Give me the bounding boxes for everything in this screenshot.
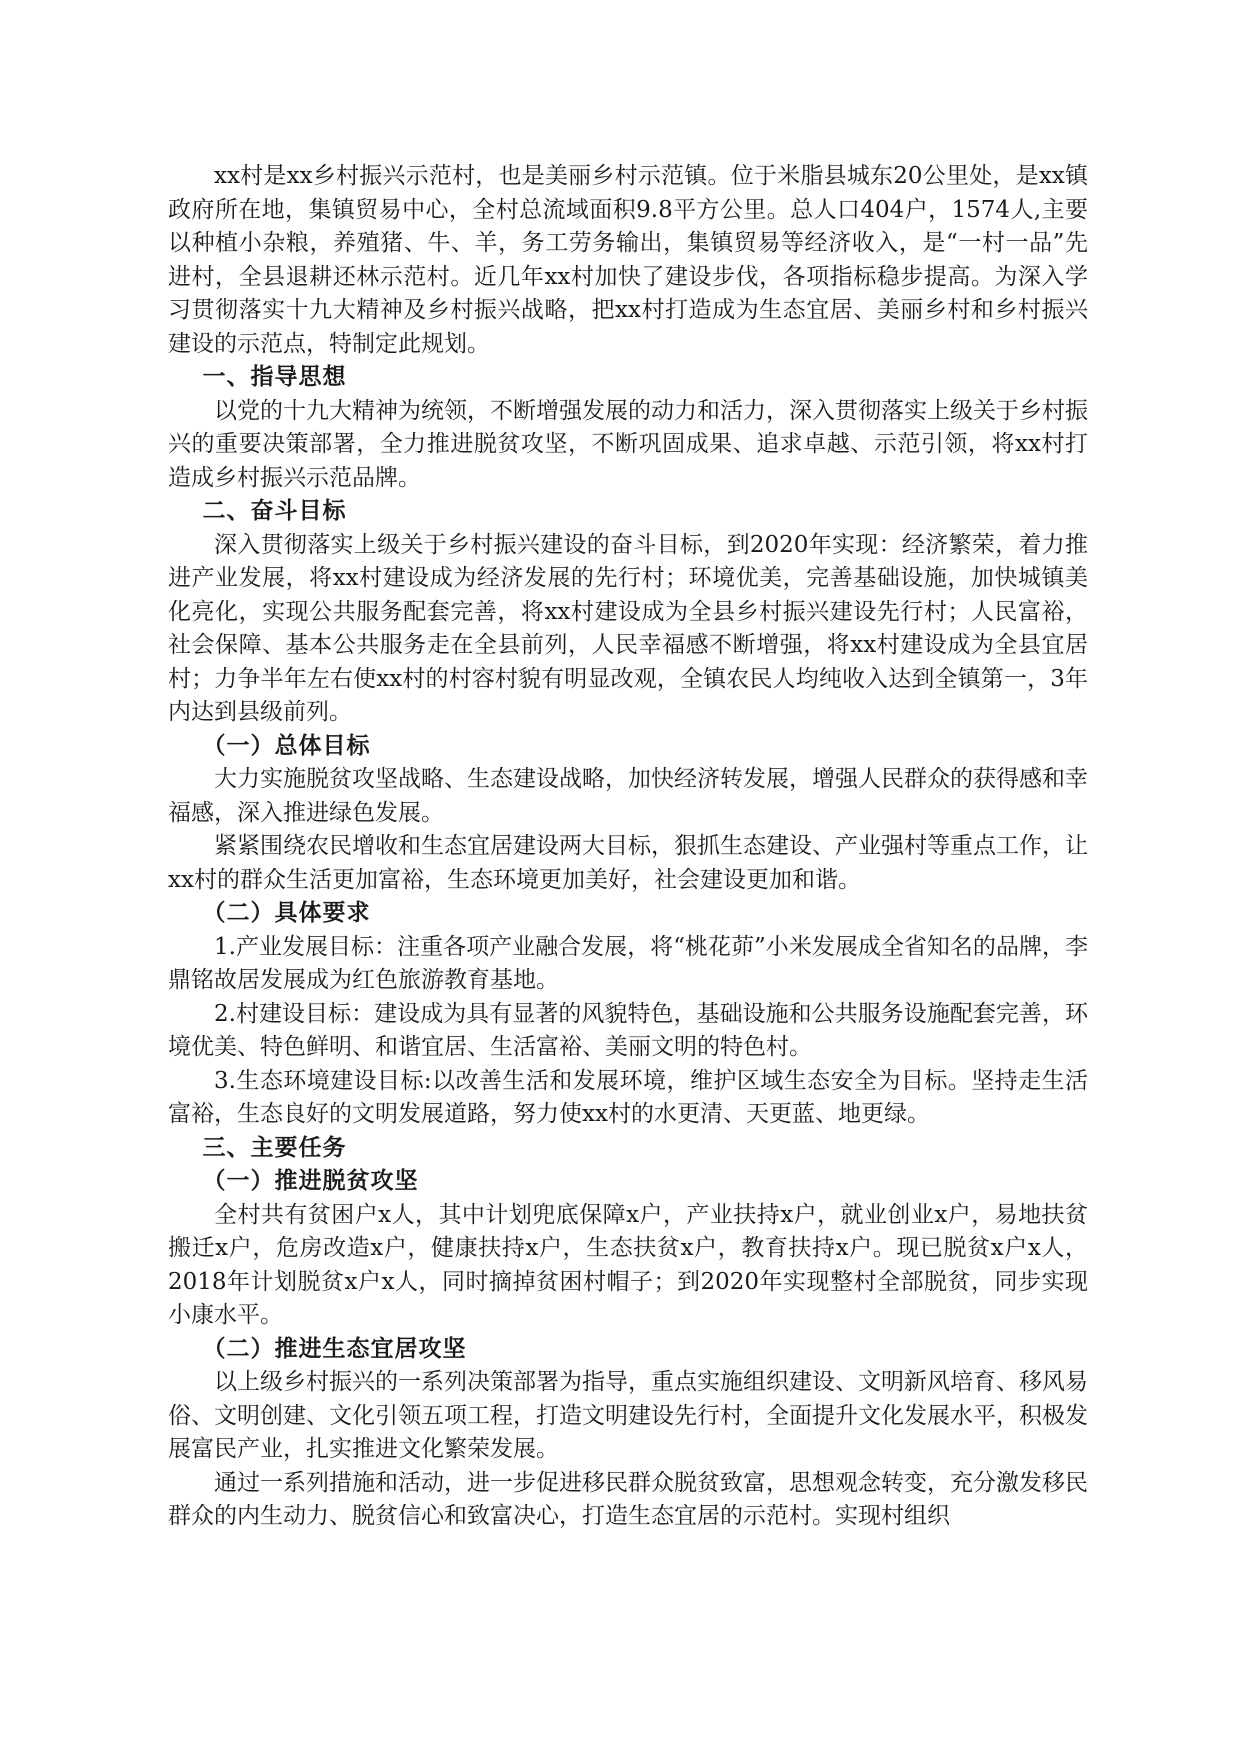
requirement-item-3: 3.生态环境建设目标:以改善生活和发展环境，维护区域生态安全为目标。坚持走生活富裕，生态良好的文明发展道路，努力使xx村的水更清、天更蓝、地更绿。 — [168, 1067, 1088, 1127]
subheading-ecological-livability: （二）推进生态宜居攻坚 — [202, 1335, 467, 1362]
goals-paragraph: 深入贯彻落实上级关于乡村振兴建设的奋斗目标，到2020年实现：经济繁荣，着力推进产业发展，将xx村建设成为经济发展的先行村；环境优美，完善基础设施，加快城镇美化亮化，实现公共服务配套完善，将xx村建设成为全县乡村振兴建设先行村；人民富裕，社会保障、基本公共服务走在全县前列，人民幸福感不断增强，将xx村建设成为全县宜居村；力争半年左右使xx村的村容村貌有明显改观，全镇农民人均纯收入达到全镇第一，3年内达到县级前列。 — [168, 531, 1088, 725]
subheading-specific-requirements: （二）具体要求 — [202, 900, 371, 926]
document-body — [168, 160, 1088, 1534]
subheading-overall-goals: （一）总体目标 — [202, 732, 371, 759]
section-heading-guiding-ideology: 一、指导思想 — [202, 364, 347, 390]
overall-goals-paragraph-2: 紧紧围绕农民增收和生态宜居建设两大目标，狠抓生态建设、产业强村等重点工作，让xx村的群众生活更加富裕，生态环境更加美好，社会建设更加和谐。 — [168, 833, 1088, 893]
requirement-item-1: 1.产业发展目标：注重各项产业融合发展，将“桃花茆”小米发展成全省知名的品牌，李鼎铭故居发展成为红色旅游教育基地。 — [168, 933, 1088, 993]
requirement-item-2: 2.村建设目标：建设成为具有显著的风貌特色，基础设施和公共服务设施配套完善，环境优美、特色鲜明、和谐宜居、生活富裕、美丽文明的特色村。 — [168, 1000, 1088, 1060]
overall-goals-paragraph-1: 大力实施脱贫攻坚战略、生态建设战略，加快经济转发展，增强人民群众的获得感和幸福感，深入推进绿色发展。 — [168, 766, 1088, 826]
section-heading-goals: 二、奋斗目标 — [202, 498, 347, 524]
ecological-livability-paragraph-2: 通过一系列措施和活动，进一步促进移民群众脱贫致富，思想观念转变，充分激发移民群众的内生动力、脱贫信心和致富决心，打造生态宜居的示范村。实现村组织 — [168, 1469, 1088, 1529]
section-heading-main-tasks: 三、主要任务 — [202, 1134, 347, 1161]
poverty-alleviation-paragraph: 全村共有贫困户x人，其中计划兜底保障x户，产业扶持x户，就业创业x户，易地扶贫搬迁x户，危房改造x户，健康扶持x户，生态扶贫x户，教育扶持x户。现已脱贫x户x人，2018年计划脱贫x户x人，同时摘掉贫困村帽子；到2020年实现整村全部脱贫，同步实现小康水平。 — [168, 1201, 1088, 1328]
ecological-livability-paragraph-1: 以上级乡村振兴的一系列决策部署为指导，重点实施组织建设、文明新风培育、移风易俗、文明创建、文化引领五项工程，打造文明建设先行村，全面提升文化发展水平，积极发展富民产业，扎实推进文化繁荣发展。 — [168, 1369, 1088, 1462]
guiding-ideology-paragraph: 以党的十九大精神为统领，不断增强发展的动力和活力，深入贯彻落实上级关于乡村振兴的重要决策部署，全力推进脱贫攻坚，不断巩固成果、追求卓越、示范引领，将xx村打造成乡村振兴示范品牌。 — [168, 397, 1088, 491]
intro-paragraph: xx村是xx乡村振兴示范村，也是美丽乡村示范镇。位于米脂县城东20公里处，是xx镇政府所在地，集镇贸易中心，全村总流域面积9.8平方公里。总人口404户，1574人,主要以种植小杂粮，养殖猪、牛、羊，务工劳务输出，集镇贸易等经济收入，是“一村一品”先进村，全县退耕还林示范村。近几年xx村加快了建设步伐，各项指标稳步提高。为深入学习贯彻落实十九大精神及乡村振兴战略，把xx村打造成为生态宜居、美丽乡村和乡村振兴建设的示范点，特制定此规划。 — [168, 163, 1088, 357]
subheading-poverty-alleviation: （一）推进脱贫攻坚 — [202, 1168, 419, 1194]
